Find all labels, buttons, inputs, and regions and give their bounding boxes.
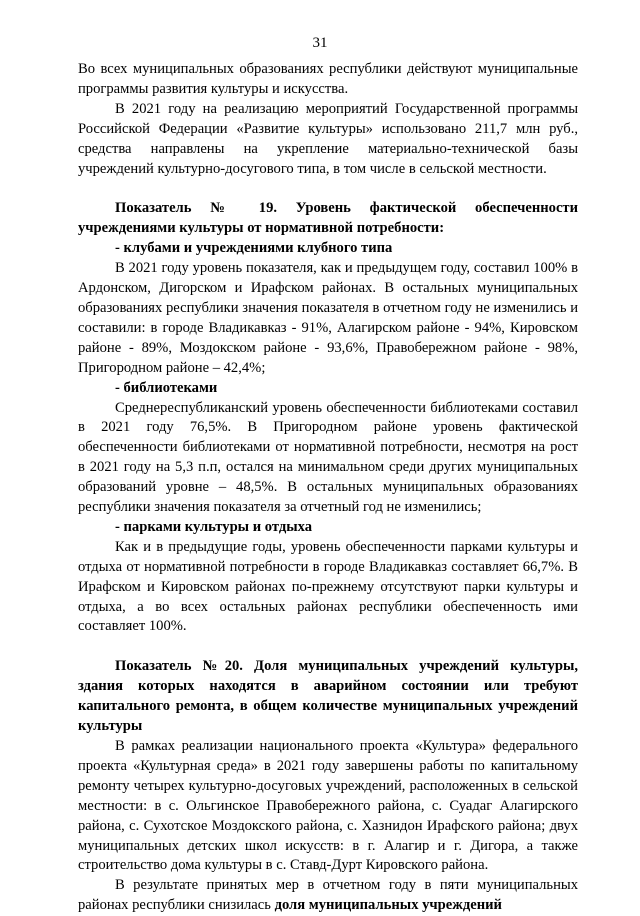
page-content — [78, 60, 578, 916]
section-gap — [78, 179, 578, 199]
section-gap — [78, 637, 578, 657]
paragraph-state-program: В 2021 году на реализацию мероприятий Государственной программы Российской Федерации «Развитие культуры» использовано 211,7 млн руб., средства направлены на укрепление материально-технической базы учреждений культурно-досугового типа, в том числе в сельской местности. — [78, 100, 578, 177]
clubs-paragraph: В 2021 году уровень показателя, как и предыдущем году, составил 100% в Ардонском, Дигорском и Ирафском районах. В остальных муниципальных образованиях республики значения показателя в отчетном году не изменились и составили: в городе Владикавказ - 91%, Алагирском районе - 94%, Кировском районе - 89%, Моздокском районе - 93,6%, Правобережном районе - 98%, Пригородном районе – 42,4%; — [78, 260, 578, 376]
indicator-20-heading: Показатель №20. Доля муниципальных учреждений культуры, здания которых находятся в аварийном состоянии или требуют капитального ремонта, в общем количестве муниципальных учреждений культуры — [78, 658, 578, 735]
paragraph-programs: Во всех муниципальных образованиях республики действуют муниципальные программы развития культуры и искусства. — [78, 61, 578, 97]
libraries-paragraph: Среднереспубликанский уровень обеспеченности библиотеками составил в 2021 году 76,5%. В Пригородном районе уровень фактической обеспеченности библиотеками от нормативной потребности, несмотря на рост в 2021 году на 5,3 п.п, остался на минимальном среди других муниципальных образований уровне – 48,5%. В остальных муниципальных образованиях республики значения показателя за отчетный год не изменились; — [78, 399, 578, 516]
results-paragraph — [78, 876, 578, 916]
renovation-paragraph: В рамках реализации национального проекта «Культура» федерального проекта «Культурная среда» в 2021 году завершены работы по капитальному ремонту четырех культурно-досуговых учреждений, расположенных в сельской местности: в с. Ольгинское Правобережного района, с. Суадаг Алагирского района, с. Сухотское Моздокского района, с. Хазнидон Ирафского района; двух муниципальных детских школ искусств: в г. Алагир и г. Дигора, а также строительство дома культуры в с. Ставд-Дурт Кировского района. — [78, 738, 578, 874]
page-number: 31 — [312, 35, 328, 51]
results-text: В результате принятых мер в отчетном году в пяти муниципальных районах республики снизилась — [78, 877, 578, 914]
indicator-19-heading: Показатель № 19. Уровень фактической обеспеченности учреждениями культуры от нормативной потребности: — [78, 200, 578, 237]
libraries-subheading: - библиотеками — [115, 379, 218, 396]
parks-paragraph: Как и в предыдущие годы, уровень обеспеченности парками культуры и отдыха от нормативной потребности в городе Владикавказ составляет 66,7%. В Ирафском и Кировском районах по-прежнему отсутствуют парки культуры и отдыха, а во всех остальных районах республики обеспеченность ими составляет 100%. — [78, 538, 578, 635]
parks-subheading: - парками культуры и отдыха — [115, 518, 313, 535]
clubs-subheading: - клубами и учреждениями клубного типа — [115, 240, 393, 257]
results-bold-text: доля муниципальных учреждений — [274, 897, 502, 914]
